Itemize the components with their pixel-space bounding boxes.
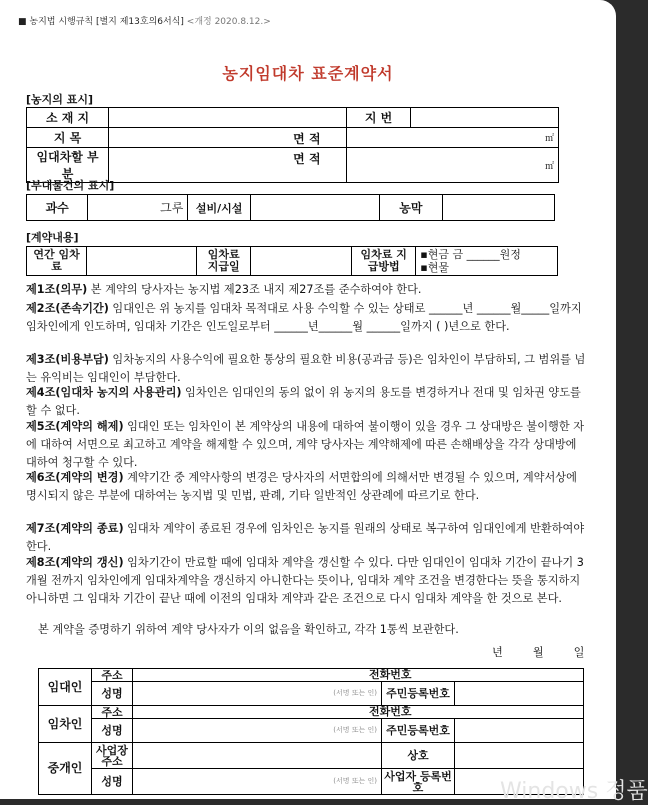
broker-trade-field[interactable] — [455, 743, 584, 769]
pay-method-label: 임차료 지급방법 — [352, 247, 416, 276]
land-table — [26, 107, 559, 183]
lessee-address-label: 주소 — [92, 706, 133, 719]
lessor-name-label: 성명 — [92, 682, 133, 706]
revision-note: <개정 2020.8.12.> — [186, 17, 271, 27]
contract-table — [26, 246, 558, 276]
annual-rent-field[interactable] — [87, 247, 197, 276]
article-5: 제5조(계약의 해제) 임대인 또는 임차인이 본 계약상의 내용에 대하여 불이행이 있을 경우 그 상대방은 불이행한 자에 대하여 서면으로 최고하고 계약을 해제할 수 있으며, 계약 당사자는 계약해제에 따른 손해배상을 각각 상대방에 대하여 청구할 수 있다. — [26, 420, 585, 469]
article-4: 제4조(임대차 농지의 사용관리) 임차인은 임대인의 동의 없이 위 농지의 용도를 변경하거나 전대 및 임차권 양도를 할 수 없다. — [26, 386, 581, 417]
lessor-id-label: 주민등록번호 — [382, 682, 455, 706]
lessee-id-field[interactable] — [455, 719, 584, 743]
location-label: 소 재 지 — [27, 108, 109, 128]
article-8: 제8조(계약의 갱신) 임차기간이 만료할 때에 임대차 계약을 갱신할 수 있다. 다만 임대인이 임대차 기간이 끝나기 3개월 전까지 임차인에게 임대차계약을 갱신하지 아니한다는 뜻이나, 임대차 계약 조건을 변경한다는 뜻을 통지하지 아니하면 그 임대차 기간이 끝난 때에 이전의 임대차 계약과 같은 조건으로 다시 임대차 계약을 한 것으로 본다. — [26, 556, 584, 605]
lessor-name-field[interactable] — [133, 682, 382, 706]
category-label: 지 목 — [27, 128, 109, 148]
area-field[interactable] — [347, 128, 559, 148]
lessee-phone-label: 전화번호 — [369, 705, 412, 718]
form-header — [18, 14, 271, 27]
farm-hut-field[interactable] — [442, 195, 554, 221]
facilities-field[interactable] — [250, 195, 379, 221]
date-month: 월 — [532, 646, 544, 659]
article-1: 제1조(의무) 본 계약의 당사자는 농지법 제23조 내지 제27조를 준수하여야 한다. — [26, 283, 422, 296]
lessor-sign-hint: (서명 또는 인) — [333, 689, 377, 697]
lessee-name-label: 성명 — [92, 719, 133, 743]
lessor-id-field[interactable] — [455, 682, 584, 706]
attached-section-heading: [부대물건의 표시] — [26, 179, 115, 192]
trees-label: 과수 — [27, 195, 88, 221]
broker-biz-label: 사업자 등록번호 — [382, 769, 455, 795]
part-area-label: 면 적 — [293, 152, 321, 166]
lessor-label: 임대인 — [39, 669, 92, 706]
article-6: 제6조(계약의 변경) 계약기간 중 계약사항의 변경은 당사자의 서면합의에 의해서만 변경될 수 있으며, 계약서상에 명시되지 않은 부분에 대하여는 농지법 및 민법, 판례, 기타 일반적인 상관례에 따르기로 한다. — [26, 471, 577, 502]
article-7: 제7조(계약의 종료) 임대차 계약이 종료된 경우에 임차인은 농지를 원래의 상태로 복구하여 임대인에게 반환하여야 한다. — [26, 522, 585, 553]
article-3: 제3조(비용부담) 임차농지의 사용수익에 필요한 통상의 필요한 비용(공과금 등)은 임차인이 부담하되, 그 범위를 넘는 유익비는 임대인이 부담한다. — [26, 353, 586, 384]
broker-label: 중개인 — [39, 743, 92, 795]
lessee-address-field[interactable] — [133, 706, 584, 719]
date-day: 일 — [573, 646, 585, 659]
broker-office-label: 사업장 주소 — [92, 743, 133, 769]
lessee-id-label: 주민등록번호 — [382, 719, 455, 743]
date-year: 년 — [492, 646, 503, 659]
lessee-name-field[interactable] — [133, 719, 382, 743]
lessor-address-field[interactable] — [133, 669, 584, 682]
facilities-label: 설비/시설 — [188, 195, 251, 221]
method-cash: ▪현금 금 ______원정 — [420, 248, 521, 261]
pay-date-field[interactable] — [251, 247, 352, 276]
broker-sign-hint: (서명 또는 인) — [333, 777, 377, 785]
closing-statement: 본 계약을 증명하기 위하여 계약 당사자가 이의 없음을 확인하고, 각각 1통씩 보관한다. — [38, 623, 459, 636]
broker-name-field[interactable] — [133, 769, 382, 795]
lessor-address-label: 주소 — [92, 669, 133, 682]
document-title: 농지임대차 표준계약서 — [222, 64, 394, 83]
area-label: 면 적 — [293, 132, 321, 146]
contract-section-heading: [계약내용] — [26, 231, 79, 244]
broker-trade-label: 상호 — [382, 743, 455, 769]
annual-rent-label: 연간 임차료 — [27, 247, 87, 276]
location-field[interactable] — [109, 108, 347, 128]
part-area-field[interactable] — [347, 148, 559, 183]
farm-hut-label: 농막 — [380, 195, 442, 221]
method-goods: ▪현물 — [420, 261, 450, 274]
broker-office-field[interactable] — [133, 743, 382, 769]
contract-date — [492, 644, 584, 660]
part-field[interactable] — [109, 148, 347, 183]
lessee-label: 임차인 — [39, 706, 92, 743]
article-2: 제2조(존속기간) 임대인은 위 농지를 임대차 목적대로 사용 수익할 수 있는 상태로 ______년 ______월_____일까지 임차인에게 인도하며, 임대차 기간은 인도일로부터 ______년______월 ______일까지 ( )년으로 한다. — [26, 302, 582, 333]
lot-label: 지 번 — [347, 108, 411, 128]
form-reference: 농지법 시행규칙 [별지 제13호의6서식] — [29, 17, 184, 27]
lessee-sign-hint: (서명 또는 인) — [333, 726, 377, 734]
lot-field[interactable] — [410, 108, 558, 128]
broker-name-label: 성명 — [92, 769, 133, 795]
trees-unit: 그루 — [160, 201, 184, 215]
part-label: 임대차할 부분 — [27, 148, 109, 183]
activation-watermark: Windows 정품 — [500, 779, 648, 804]
bullet-square-icon: ■ — [18, 17, 27, 27]
category-field[interactable] — [109, 128, 347, 148]
lessor-phone-label: 전화번호 — [369, 668, 412, 681]
area-unit: ㎡ — [544, 134, 554, 144]
land-section-heading: [농지의 표시] — [26, 93, 94, 106]
attached-table — [26, 194, 555, 221]
pay-method-field[interactable] — [416, 247, 558, 276]
trees-field[interactable] — [88, 195, 188, 221]
part-area-unit: ㎡ — [544, 161, 554, 172]
pay-date-label: 임차료 지급일 — [197, 247, 251, 276]
